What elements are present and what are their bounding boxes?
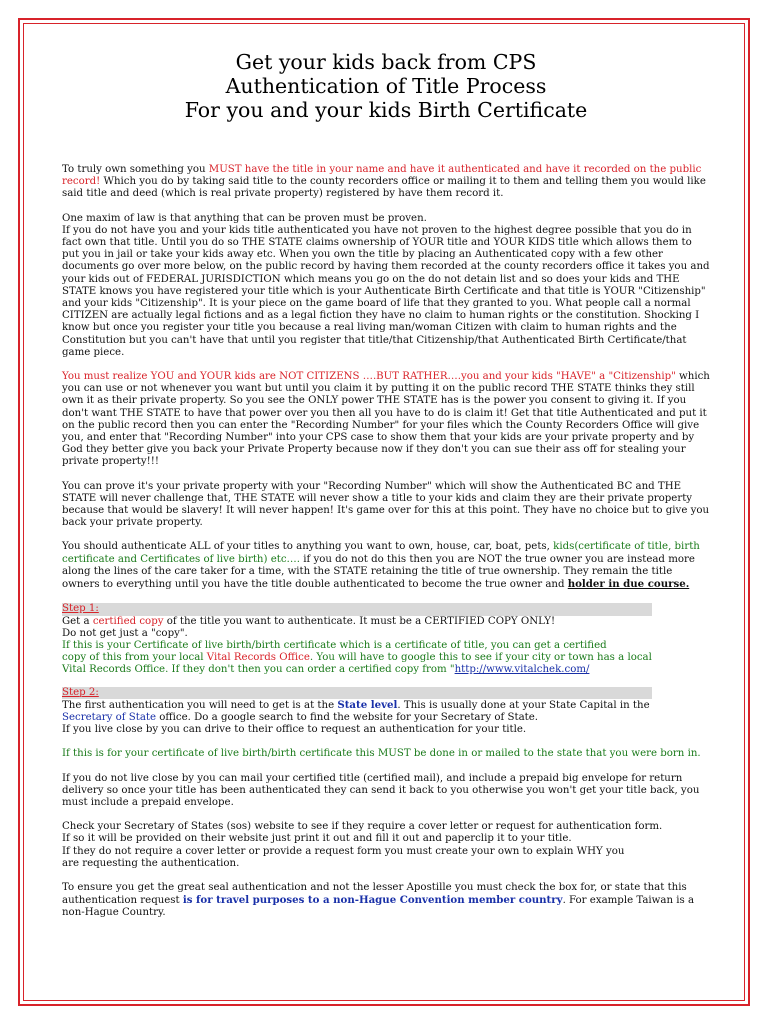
title-line-2: Authentication of Title Process bbox=[225, 74, 547, 98]
step-2-heading: Step 2: bbox=[62, 687, 652, 699]
paragraph-ownership bbox=[62, 164, 710, 201]
p3-text-b: which you can use or not whenever you want but until you claim it by putting it on the public record THE STATE thinks they still own it as their private property. So you see the ONLY power THE STATE has is the power you consent to giving it. If you don't want THE STATE to have that power over you then all you have to do is claim it! Get that title Authenticated and put it on the public record then you can enter the "Recording Number" for your files which the County Recorders Office will give you, and enter that "Recording Number" into your CPS case to show them that your kids are your private property and by God they better give you back your Private Property because now if they don't you can sue their ass off for stealing your private property!!! bbox=[62, 371, 710, 468]
step-1-section bbox=[62, 603, 710, 676]
p5-text-a: You should authenticate ALL of your titles to anything you want to own, house, car, boat, pets, bbox=[62, 541, 554, 553]
vital-records-office-text: Vital Records Office bbox=[206, 652, 310, 664]
paragraph-mail-certified: If you do not live close by you can mail your certified title (certified mail), and include a prepaid big envelope for return delivery so once your title has been authenticated they can send it back to you otherwise you won't get your title back, you must include a prepaid envelope. bbox=[62, 772, 700, 808]
step-1-heading: Step 1: bbox=[62, 603, 652, 615]
paragraph-maxim bbox=[62, 213, 710, 359]
step-2-line-1: The first authentication you will need to get is at the State level. This is usually done at your State Capital in the bbox=[62, 698, 650, 711]
step-1-line-1: Get a certified copy of the title you want to authenticate. It must be a CERTIFIED COPY ONLY! bbox=[62, 615, 556, 627]
secretary-of-state-text: Secretary of State bbox=[62, 711, 157, 723]
title-line-1: Get your kids back from CPS bbox=[235, 50, 537, 74]
p3-text-red: You must realize YOU and YOUR kids are NOT CITIZENS ….BUT RATHER….you and your kids "HAVE" a "Citizenship" bbox=[62, 371, 676, 383]
p2-text-a: One maxim of law is that anything that can be proven must be proven. bbox=[62, 212, 427, 224]
certified-copy-text: certified copy bbox=[92, 615, 164, 627]
step-1-line-5: Vital Records Office. If they don't then you can order a certified copy from "http://www.vitalchek.com/ bbox=[62, 664, 590, 676]
vitalchek-link[interactable]: http://www.vitalchek.com/ bbox=[454, 664, 590, 676]
p5-text-green: kids(certificate of title, birth certificate and Certificates of live birth) etc…. bbox=[62, 541, 700, 565]
step-2-line-2: Secretary of State office. Do a google search to find the website for your Secretary of State. bbox=[62, 711, 539, 723]
paragraph-citizenship bbox=[62, 371, 710, 469]
paragraph-born-in-state: If this is for your certificate of live birth/birth certificate this MUST be done in or mailed to the state that you were born in. bbox=[62, 748, 701, 760]
paragraph-great-seal: To ensure you get the great seal authentication and not the lesser Apostille you must check the box for, or state that this authentication request is for travel purposes to a non-Hague Convention member country. For example Taiwan is a non-Hague Country. bbox=[62, 881, 695, 919]
state-level-text: State level bbox=[337, 698, 398, 711]
non-hague-text: is for travel purposes to a non-Hague Convention member country bbox=[182, 894, 563, 907]
step-2-section bbox=[62, 687, 710, 920]
document-title bbox=[62, 50, 710, 122]
paragraph-cover-letter: Check your Secretary of States (sos) website to see if they require a cover letter or request for authentication form. If so it will be provided on their website just print it out and fill it out and paperclip it to your title. If they do not require a cover letter or provide a request form you must create your own to explain WHY you are requesting the authentication. bbox=[62, 821, 663, 869]
p1-text-c: Which you do by taking said title to the county recorders office or mailing it to them and telling them you would like said title and deed (which is real private property) registered by have them record it. bbox=[62, 176, 706, 200]
step-1-line-2: Do not get just a "copy". bbox=[62, 627, 188, 639]
p5-text-c: if you do not do this then you are NOT the true owner you are instead more along the lines of the care taker for a time, with the STATE retaining the title of true ownership. They remain the title owners to everything until you have the title double authenticated to become the true owner and bbox=[62, 553, 695, 591]
paragraph-recording-number: You can prove it's your private property with your "Recording Number" which will show the Authenticated BC and THE STATE will never challenge that, THE STATE will never show a title to your kids and claim they are their private property because that would be slavery! It will never happen! It's game over for this at this point. They have no choice but to give you back your private property. bbox=[62, 480, 710, 529]
p1-text-a: To truly own something you bbox=[62, 164, 209, 175]
title-line-3: For you and your kids Birth Certificate bbox=[184, 98, 588, 122]
document-page bbox=[62, 50, 710, 932]
p2-text-b: If you do not have you and your kids title authenticated you have not proven to the highest degree possible that you do in fact own that title. Until you do so THE STATE claims ownership of YOUR title and YOUR KIDS title which allows them to put you in jail or take your kids away etc. When you own the title by placing an Authenticated copy with a few other documents go over more below, on the public record by having them recorded at the county recorders office it takes you and your kids out of FEDERAL JURISDICTION which means you go on the do not detain list and so does your kids and THE STATE knows you have registered your title which is your Authenticate Birth Certificate and that title is YOUR "Citizenship" and your kids "Citizenship". It is your piece on the game board of life that they granted to you. What people call a normal CITIZEN are actually legal fictions and as a legal fiction they have no claim to human rights or the constitution. Shocking I know but once you register your title you because a real living man/woman Citizen with claim to human rights and the Constitution but you can't have that until you register that title/that Citizenship/that Authenticated Birth Certificate/that game piece. bbox=[62, 224, 710, 358]
step-1-line-4: copy of this from your local Vital Records Office. You will have to google this to see if your city or town has a local bbox=[62, 652, 652, 664]
step-2-line-3: If you live close by you can drive to their office to request an authentication for your title. bbox=[62, 724, 527, 736]
paragraph-authenticate-all bbox=[62, 541, 710, 591]
step-1-line-3: If this is your Certificate of live birth/birth certificate which is a certificate of title, you can get a certified bbox=[62, 639, 607, 651]
holder-in-due-course: holder in due course. bbox=[567, 578, 690, 591]
p1-text-red: MUST have the title in your name and have it authenticated and have it recorded on the public record! bbox=[62, 164, 702, 188]
